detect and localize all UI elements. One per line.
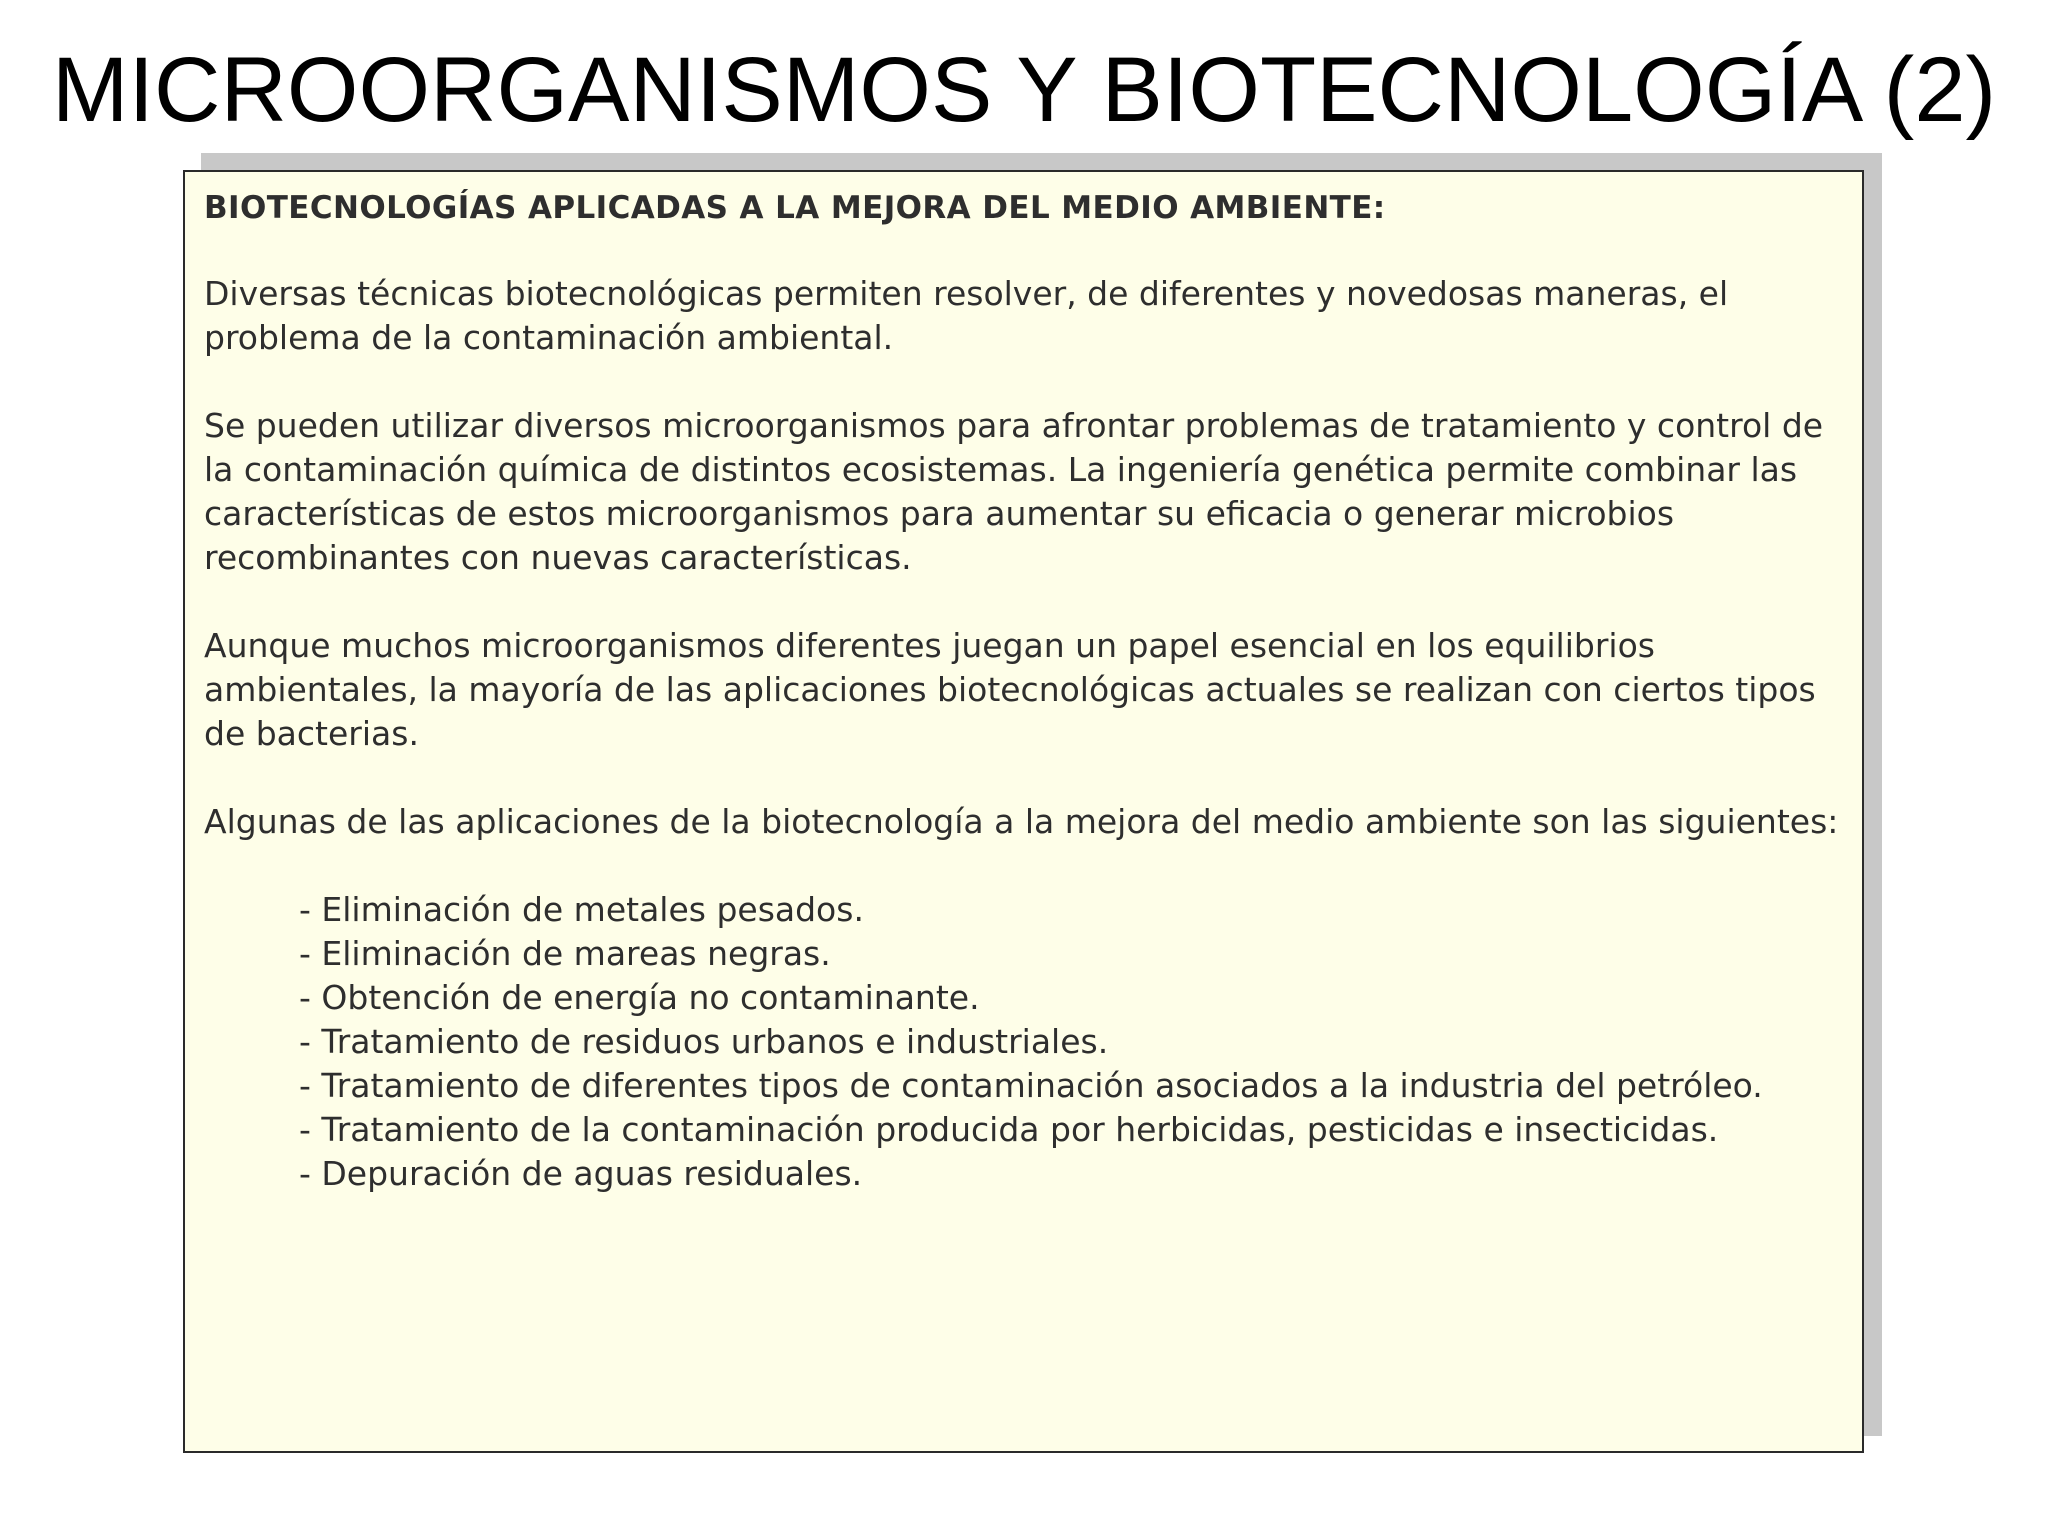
list-item: - Eliminación de mareas negras. <box>299 934 831 973</box>
list-item: - Eliminación de metales pesados. <box>299 890 864 929</box>
paragraph-microorganisms: Se pueden utilizar diversos microorganismos para afrontar problemas de tratamiento y control de la contaminación química de distintos ecosistemas. La ingeniería genética permite combinar las características de estos microorganismos para aumentar su eficacia o generar microbios recombinantes con nuevas características. <box>204 406 1824 577</box>
panel-heading: BIOTECNOLOGÍAS APLICADAS A LA MEJORA DEL MEDIO AMBIENTE: <box>204 190 1386 226</box>
slide-title: MICROORGANISMOS Y BIOTECNOLOGÍA (2) <box>51 39 1997 141</box>
text-panel <box>183 170 1864 1453</box>
applications-intro: Algunas de las aplicaciones de la biotecnología a la mejora del medio ambiente son las siguientes: <box>204 802 1839 841</box>
list-item: - Tratamiento de diferentes tipos de contaminación asociados a la industria del petróleo. <box>299 1066 1763 1105</box>
list-item: - Tratamiento de la contaminación producida por herbicidas, pesticidas e insecticidas. <box>299 1110 1719 1149</box>
list-item: - Obtención de energía no contaminante. <box>299 978 980 1017</box>
list-item: - Tratamiento de residuos urbanos e industriales. <box>299 1022 1109 1061</box>
applications-list <box>204 888 1844 1196</box>
paragraph-bacteria: Aunque muchos microorganismos diferentes juegan un papel esencial en los equilibrios ambientales, la mayoría de las aplicaciones biotecnológicas actuales se realizan con ciertos tipos de bacterias. <box>204 626 1816 753</box>
paragraph-intro: Diversas técnicas biotecnológicas permiten resolver, de diferentes y novedosas maneras, el problema de la contaminación ambiental. <box>204 274 1729 357</box>
list-item: - Depuración de aguas residuales. <box>299 1154 863 1193</box>
